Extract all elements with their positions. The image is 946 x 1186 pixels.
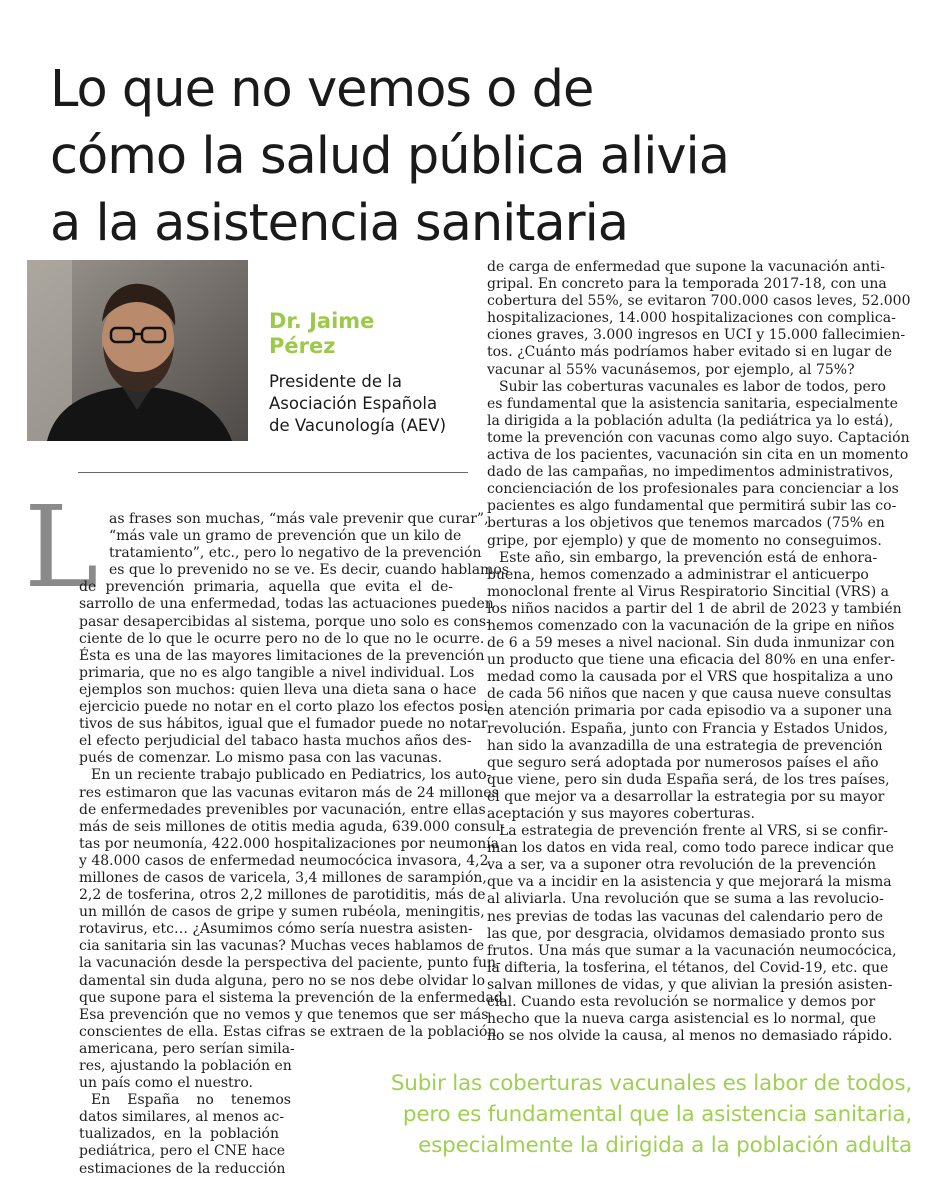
text-line: berturas a los objetivos que tenemos marcados (75% en: [487, 515, 885, 532]
text-line: as frases son muchas, “más vale prevenir que curar”,: [109, 511, 489, 527]
text-line: la dirigida a la población adulta (la pediátrica ya lo está),: [487, 412, 894, 429]
text-line: ejercicio puede no notar en el corto plazo los efectos posi-: [79, 699, 493, 716]
text-line: la difteria, la tosferina, el tétanos, del Covid-19, etc. que: [487, 959, 889, 976]
text-line: es que lo prevenido no se ve. Es decir, cuando hablamos: [109, 562, 509, 579]
text-line: de cada 56 niños que nacen y que causa nueve consultas: [487, 686, 892, 703]
text-line: va a ser, va a suponer otra revolución de la prevención: [487, 857, 877, 874]
text-line: un producto que tiene una eficacia del 80% en una enfer-: [487, 652, 896, 669]
text-line: damental sin duda alguna, pero no se nos debe olvidar lo: [79, 972, 486, 989]
text-line: concienciación de los profesionales para concienciar a los: [487, 481, 899, 498]
text-line: hecho que la nueva carga asistencial es lo normal, que: [487, 1011, 877, 1028]
section-divider: [78, 472, 468, 473]
text-line: de carga de enfermedad que supone la vacunación anti-: [487, 259, 885, 275]
text-line: al aliviarla. Una revolución que se suma a las revolucio-: [487, 891, 884, 908]
text-line: salvan millones de vidas, y que alivian la presión asisten-: [487, 976, 893, 993]
title-line: a la asistencia sanitaria: [50, 194, 628, 254]
text-line: es fundamental que la asistencia sanitaria, especialmente: [487, 395, 898, 412]
title-line: Lo que no vemos o de: [50, 60, 594, 120]
author-name-line: Dr. Jaime: [269, 309, 375, 333]
text-line: americana, pero serían simila-: [79, 1040, 295, 1057]
article-title: [50, 56, 920, 257]
text-line: cobertura del 55%, se evitaron 700.000 casos leves, 52.000: [487, 293, 911, 310]
text-line: tratamiento”, etc., pero lo negativo de la prevención: [109, 545, 482, 562]
text-line: cia sanitaria sin las vacunas? Muchas veces hablamos de: [79, 938, 485, 955]
pull-quote-line: Subir las coberturas vacunales es labor de todos,: [390, 1071, 912, 1096]
text-line: En España no tenemos: [91, 1092, 291, 1109]
text-line: primaria, que no es algo tangible a nivel individual. Los: [79, 664, 475, 681]
text-line: en atención primaria por cada episodio va a suponer una: [487, 703, 893, 720]
text-line: más de seis millones de otitis media aguda, 639.000 consul-: [79, 818, 505, 835]
text-line: un país como el nuestro.: [79, 1075, 253, 1092]
pull-quote-line: pero es fundamental que la asistencia sanitaria,: [402, 1102, 912, 1127]
text-line: medad como la causada por el VRS que hospitaliza a uno: [487, 669, 894, 686]
author-role-line: de Vacunología (AEV): [269, 416, 447, 435]
text-line: millones de casos de varicela, 3,4 millones de sarampión,: [79, 869, 487, 886]
text-line: pediátrica, pero el CNE hace: [79, 1143, 286, 1160]
text-line: datos similares, al menos ac-: [79, 1109, 285, 1126]
text-line: res estimaron que las vacunas evitaron más de 24 millones: [79, 784, 499, 801]
text-line: tos. ¿Cuánto más podríamos haber evitado si en lugar de: [487, 344, 893, 361]
text-line: tivos de sus hábitos, igual que el fumador puede no notar: [79, 716, 488, 733]
text-line: “más vale un gramo de prevención que un kilo de: [109, 528, 462, 545]
text-line: de 6 a 59 meses a nivel nacional. Sin duda inmunizar con: [487, 635, 895, 652]
text-line: cial. Cuando esta revolución se normalice y demos por: [487, 994, 876, 1011]
text-line: vacunar al 55% vacunásemos, por ejemplo, al 75%?: [487, 361, 855, 378]
text-line: hospitalizaciones, 14.000 hospitalizaciones con complica-: [487, 310, 896, 327]
text-line: En un reciente trabajo publicado en Pediatrics, los auto-: [91, 767, 492, 784]
text-line: que supone para el sistema la prevención de la enfermedad.: [79, 989, 508, 1006]
text-line: ciente de lo que le ocurre pero no de lo que no le ocurre.: [79, 630, 485, 647]
text-line: Subir las coberturas vacunales es labor de todos, pero: [499, 378, 886, 395]
text-line: de enfermedades prevenibles por vacunación, entre ellas: [79, 801, 486, 818]
text-line: frutos. Una más que sumar a la vacunación neumocócica,: [487, 942, 897, 959]
text-line: pacientes es algo fundamental que permitirá subir las co-: [487, 498, 897, 515]
title-line: cómo la salud pública alivia: [50, 127, 729, 187]
pull-quote-line: especialmente la dirigida a la población adulta: [418, 1133, 912, 1158]
text-line: y 48.000 casos de enfermedad neumocócica invasora, 4,2: [79, 852, 489, 869]
text-line: Esa prevención que no vemos y que tenemos que ser más: [79, 1006, 489, 1023]
author-name: [269, 309, 459, 359]
text-line: man los datos en vida real, como todo parece indicar que: [487, 840, 894, 857]
text-line: ejemplos son muchos: quien lleva una dieta sana o hace: [79, 681, 477, 698]
text-line: Este año, sin embargo, la prevención está de enhora-: [499, 549, 878, 566]
text-line: el efecto perjudicial del tabaco hasta muchos años des-: [79, 733, 472, 750]
text-line: res, ajustando la población en: [79, 1058, 292, 1074]
author-name-line: Pérez: [269, 334, 336, 358]
text-line: el que mejor va a desarrollar la estrategia por su mayor: [487, 788, 885, 805]
text-line: la vacunación desde la perspectiva del paciente, punto fun-: [79, 955, 501, 972]
text-line: un millón de casos de gripe y sumen rubéola, meningitis,: [79, 904, 485, 921]
text-line: los niños nacidos a partir del 1 de abril de 2023 y también: [487, 600, 902, 617]
body-column-right: [487, 259, 911, 1045]
text-line: tas por neumonía, 422.000 hospitalizaciones por neumonía: [79, 835, 500, 852]
text-line: tualizados, en la población: [79, 1126, 279, 1143]
text-line: aceptación y sus mayores coberturas.: [487, 806, 755, 822]
text-line: nes previas de todas las vacunas del calendario pero de: [487, 908, 884, 925]
text-line: La estrategia de prevención frente al VRS, si se confir-: [499, 823, 888, 840]
text-line: Ésta es una de las mayores limitaciones de la prevención: [79, 647, 485, 664]
text-line: sarrollo de una enfermedad, todas las actuaciones pueden: [79, 596, 494, 613]
author-photo: [27, 260, 248, 441]
text-line: tome la prevención con vacunas como algo suyo. Captación: [487, 429, 910, 446]
text-line: activa de los pacientes, vacunación sin cita en un momento: [487, 447, 909, 464]
text-line: monoclonal frente al Virus Respiratorio Sincitial (VRS) a: [487, 583, 890, 600]
author-role-line: Presidente de la: [269, 372, 402, 391]
text-line: que va a incidir en la asistencia y que mejorará la misma: [487, 874, 892, 891]
text-line: dado de las campañas, no impedimentos administrativos,: [487, 464, 894, 481]
text-line: 2,2 de tosferina, otros 2,2 millones de parotiditis, más de: [79, 887, 486, 904]
text-line: pués de comenzar. Lo mismo pasa con las vacunas.: [79, 750, 443, 767]
text-line: de prevención primaria, aquella que evita el de-: [79, 579, 453, 596]
text-line: pasar desapercibidas al sistema, porque uno solo es cons-: [79, 613, 491, 630]
text-line: han sido la avanzadilla de una estrategia de prevención: [487, 737, 883, 754]
text-line: gripal. En concreto para la temporada 2017-18, con una: [487, 276, 887, 293]
drop-cap: L: [24, 483, 99, 613]
author-role-line: Asociación Española: [269, 394, 438, 413]
text-line: hemos comenzado con la vacunación de la gripe en niños: [487, 617, 895, 634]
text-line: no se nos olvide la causa, al menos no demasiado rápido.: [487, 1028, 893, 1045]
text-line: ciones graves, 3.000 ingresos en UCI y 15.000 fallecimien-: [487, 327, 906, 344]
text-line: revolución. España, junto con Francia y Estados Unidos,: [487, 720, 889, 737]
text-line: que seguro será adoptada por numerosos países el año: [487, 754, 879, 771]
text-line: buena, hemos comenzado a administrar el anticuerpo: [487, 566, 869, 583]
text-line: estimaciones de la reducción: [79, 1160, 286, 1177]
text-line: rotavirus, etc… ¿Asumimos cómo sería nuestra asisten-: [79, 921, 473, 938]
text-line: gripe, por ejemplo) y que de momento no conseguimos.: [487, 532, 882, 549]
text-line: que viene, pero sin duda España será, de los tres países,: [487, 771, 890, 788]
pull-quote: [300, 1068, 912, 1161]
author-role: [269, 371, 469, 437]
text-line: las que, por desgracia, olvidamos demasiado pronto sus: [487, 925, 885, 942]
text-line: conscientes de ella. Estas cifras se extraen de la población: [79, 1023, 497, 1040]
